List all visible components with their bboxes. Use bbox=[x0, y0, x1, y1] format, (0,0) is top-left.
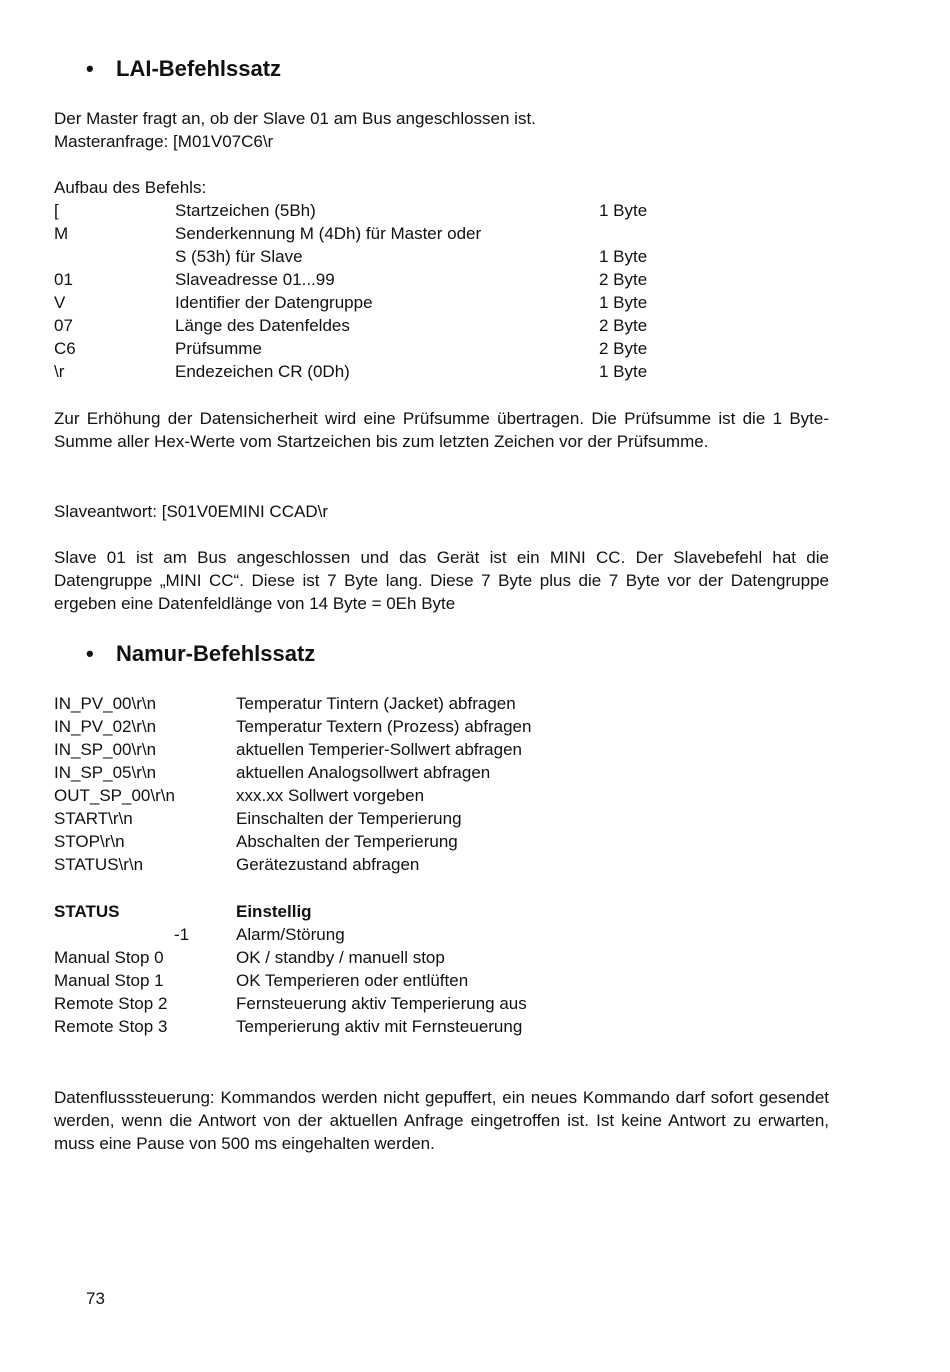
command-code: START\r\n bbox=[54, 809, 133, 828]
command-code: IN_SP_00\r\n bbox=[54, 740, 157, 759]
aufbau-symbol: V bbox=[54, 293, 66, 312]
command-description: aktuellen Analogsollwert abfragen bbox=[236, 763, 491, 782]
command-code: IN_SP_05\r\n bbox=[54, 763, 157, 782]
command-code: IN_PV_00\r\n bbox=[54, 694, 157, 713]
status-code: Remote Stop 3 bbox=[54, 1017, 168, 1036]
status-description: Temperierung aktiv mit Fernsteuerung bbox=[236, 1017, 523, 1036]
command-description: Abschalten der Temperierung bbox=[236, 832, 458, 851]
slave-paragraph: Slave 01 ist am Bus angeschlossen und das Gerät ist ein MINI CC. Der Slavebefehl hat die Datengruppe „MINI CC“. Diese ist 7 Byte lang. Diese 7 Byte plus die 7 Byte vor der Datengruppe ergeben eine Datenfeldlänge von 14 Byte = 0Eh Byte bbox=[54, 548, 829, 613]
lai-heading bbox=[86, 56, 281, 82]
bullet-icon: • bbox=[86, 56, 94, 81]
command-description: Temperatur Textern (Prozess) abfragen bbox=[236, 717, 532, 736]
status-header-right: Einstellig bbox=[236, 902, 312, 921]
flow-control-paragraph: Datenflusssteuerung: Kommandos werden nicht gepuffert, ein neues Kommando darf sofort gesendet werden, wenn die Antwort von der aktuellen Anfrage eingetroffen ist. Ist keine Antwort zu erwarten, muss eine Pause von 500 ms eingehalten werden. bbox=[54, 1088, 829, 1153]
status-description: OK / standby / manuell stop bbox=[236, 948, 445, 967]
command-description: Temperatur Tintern (Jacket) abfragen bbox=[236, 694, 516, 713]
namur-heading-text: Namur-Befehlssatz bbox=[116, 641, 316, 666]
command-code: STATUS\r\n bbox=[54, 855, 144, 874]
aufbau-symbol: \r bbox=[54, 362, 65, 381]
checksum-paragraph: Zur Erhöhung der Datensicherheit wird eine Prüfsumme übertragen. Die Prüfsumme ist die 1 Byte-Summe aller Hex-Werte vom Startzeichen bis zum letzten Zeichen vor der Prüfsumme. bbox=[54, 409, 829, 451]
lai-heading-text: LAI-Befehlssatz bbox=[116, 56, 282, 81]
aufbau-description: Prüfsumme bbox=[175, 339, 262, 358]
aufbau-size: 2 Byte bbox=[599, 270, 648, 289]
status-code: Manual Stop 1 bbox=[54, 971, 164, 990]
aufbau-description: S (53h) für Slave bbox=[175, 247, 303, 266]
aufbau-size: 1 Byte bbox=[599, 362, 648, 381]
slave-answer: Slaveantwort: [S01V0EMINI CCAD\r bbox=[54, 502, 328, 521]
namur-heading bbox=[86, 641, 315, 667]
bullet-icon: • bbox=[86, 641, 94, 666]
aufbau-description: Endezeichen CR (0Dh) bbox=[175, 362, 350, 381]
command-description: aktuellen Temperier-Sollwert abfragen bbox=[236, 740, 523, 759]
status-description: OK Temperieren oder entlüften bbox=[236, 971, 469, 990]
lai-intro-2: Masteranfrage: [M01V07C6\r bbox=[54, 132, 274, 151]
lai-intro-1: Der Master fragt an, ob der Slave 01 am Bus angeschlossen ist. bbox=[54, 109, 536, 128]
status-code: -1 bbox=[174, 925, 190, 944]
status-code: Remote Stop 2 bbox=[54, 994, 168, 1013]
aufbau-size: 2 Byte bbox=[599, 339, 648, 358]
aufbau-description: Länge des Datenfeldes bbox=[175, 316, 350, 335]
aufbau-symbol: 01 bbox=[54, 270, 73, 289]
aufbau-description: Senderkennung M (4Dh) für Master oder bbox=[175, 224, 482, 243]
aufbau-description: Identifier der Datengruppe bbox=[175, 293, 373, 312]
status-header-left: STATUS bbox=[54, 902, 120, 921]
command-description: Gerätezustand abfragen bbox=[236, 855, 420, 874]
aufbau-symbol: [ bbox=[54, 201, 59, 220]
aufbau-title: Aufbau des Befehls: bbox=[54, 178, 207, 197]
aufbau-symbol: 07 bbox=[54, 316, 73, 335]
aufbau-size: 2 Byte bbox=[599, 316, 648, 335]
aufbau-size: 1 Byte bbox=[599, 293, 648, 312]
status-description: Fernsteuerung aktiv Temperierung aus bbox=[236, 994, 527, 1013]
status-code: Manual Stop 0 bbox=[54, 948, 164, 967]
page-number: 73 bbox=[86, 1289, 105, 1308]
aufbau-size: 1 Byte bbox=[599, 247, 648, 266]
command-description: Einschalten der Temperierung bbox=[236, 809, 462, 828]
command-code: IN_PV_02\r\n bbox=[54, 717, 157, 736]
command-code: OUT_SP_00\r\n bbox=[54, 786, 175, 805]
status-description: Alarm/Störung bbox=[236, 925, 345, 944]
command-description: xxx.xx Sollwert vorgeben bbox=[236, 786, 425, 805]
aufbau-description: Startzeichen (5Bh) bbox=[175, 201, 316, 220]
aufbau-description: Slaveadresse 01...99 bbox=[175, 270, 335, 289]
aufbau-size: 1 Byte bbox=[599, 201, 648, 220]
aufbau-symbol: M bbox=[54, 224, 69, 243]
aufbau-symbol: C6 bbox=[54, 339, 76, 358]
command-code: STOP\r\n bbox=[54, 832, 125, 851]
